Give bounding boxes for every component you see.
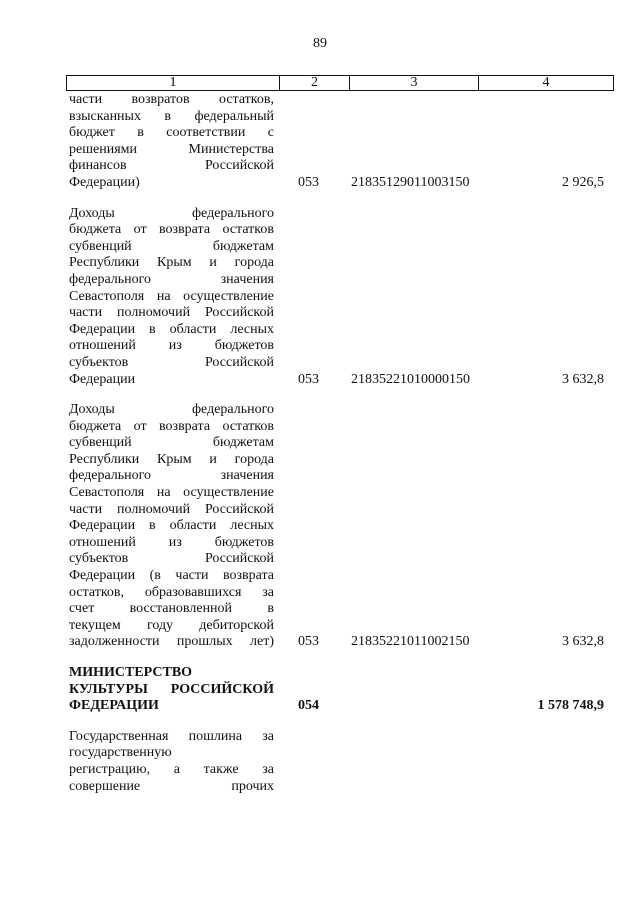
- header-col-2: 2: [280, 76, 350, 90]
- table-row: [66, 206, 614, 389]
- row-admin-code: 053: [298, 371, 319, 387]
- table-header-row: [66, 75, 614, 91]
- row-description: Государственная пошлина за государственную регистрацию, а также за совершение прочих: [69, 728, 274, 794]
- row-amount: 3 632,8: [562, 371, 604, 387]
- page-number: 89: [313, 36, 327, 51]
- row-amount: 3 632,8: [562, 634, 604, 650]
- ministry-admin-code: 054: [298, 698, 319, 714]
- header-col-3: 3: [350, 76, 479, 90]
- ministry-total-amount: 1 578 748,9: [537, 698, 604, 714]
- row-admin-code: 053: [298, 174, 319, 190]
- row-description: Доходы федерального бюджета от возврата остатков субвенций бюджетам Республики Крым и города федерального значения Севастополя на осуществление части полномочий Российской Федерации в области лесных отношений из бюджетов субъектов Российской Федерации: [69, 205, 274, 387]
- table-row: [66, 729, 614, 795]
- table-row-ministry: [66, 665, 614, 715]
- row-description: Доходы федерального бюджета от возврата остатков субвенций бюджетам Республики Крым и города федерального значения Севастополя на осуществление части полномочий Российской Федерации в области лесных отношений из бюджетов субъектов Российской Федерации (в части возврата остатков, образовавшихся за счет восстановленной в текущем году дебиторской задолженности прошлых лет): [69, 402, 274, 650]
- row-budget-code: 21835221010000150: [351, 371, 470, 387]
- row-budget-code: 21835129011003150: [351, 174, 470, 190]
- ministry-title: МИНИСТЕРСТВО КУЛЬТУРЫ РОССИЙСКОЙ ФЕДЕРАЦИИ: [69, 665, 274, 714]
- header-col-1: 1: [67, 76, 280, 90]
- header-col-4: 4: [542, 75, 550, 90]
- table-row: [66, 92, 614, 192]
- row-admin-code: 053: [298, 634, 319, 650]
- table-body: [66, 92, 614, 795]
- row-description: части возвратов остатков, взысканных в федеральный бюджет в соответствии с решениями Министерства финансов Российской Федерации): [69, 92, 274, 190]
- table-row: [66, 402, 614, 651]
- row-budget-code: 21835221011002150: [351, 634, 470, 650]
- row-amount: 2 926,5: [562, 174, 604, 190]
